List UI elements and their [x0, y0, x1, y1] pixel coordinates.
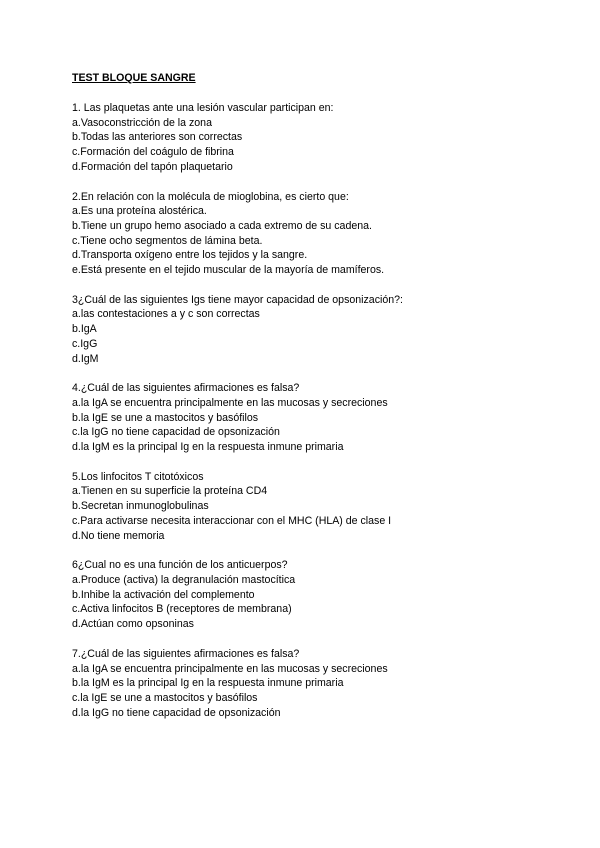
question-5 [72, 470, 552, 544]
question-stem: 6¿Cual no es una función de los anticuerpos? [72, 559, 288, 572]
answer-option: a.Es una proteína alostérica. [72, 205, 207, 218]
question-stem: 2.En relación con la molécula de mioglobina, es cierto que: [72, 190, 349, 203]
question-stem: 7.¿Cuál de las siguientes afirmaciones es falsa? [72, 647, 300, 660]
answer-option: c.la IgG no tiene capacidad de opsonización [72, 426, 280, 439]
answer-option: c.Formación del coágulo de fibrina [72, 146, 234, 159]
question-stem: 5.Los linfocitos T citotóxicos [72, 470, 204, 483]
answer-option: b.Inhibe la activación del complemento [72, 588, 255, 601]
question-list [72, 101, 552, 720]
answer-option: d.Actúan como opsoninas [72, 618, 194, 631]
answer-option: d.IgM [72, 352, 99, 365]
answer-option: b.la IgE se une a mastocitos y basófilos [72, 411, 259, 424]
answer-option: b.IgA [72, 323, 97, 336]
answer-option: d.No tiene memoria [72, 529, 165, 542]
answer-option: b.la IgM es la principal Ig en la respuesta inmune primaria [72, 677, 344, 690]
answer-option: d.Transporta oxígeno entre los tejidos y la sangre. [72, 249, 308, 262]
answer-option: a.la IgA se encuentra principalmente en las mucosas y secreciones [72, 396, 388, 409]
answer-option: a.Produce (activa) la degranulación mastocítica [72, 573, 296, 586]
answer-option: d.Formación del tapón plaquetario [72, 160, 233, 173]
question-stem: 1. Las plaquetas ante una lesión vascular participan en: [72, 102, 334, 114]
answer-option: b.Secretan inmunoglobulinas [72, 500, 209, 513]
question-7 [72, 647, 552, 721]
answer-option: b.Todas las anteriores son correctas [72, 131, 243, 144]
answer-option: b.Tiene un grupo hemo asociado a cada extremo de su cadena. [72, 219, 372, 232]
question-3 [72, 293, 552, 367]
answer-option: c.Para activarse necesita interaccionar con el MHC (HLA) de clase I [72, 514, 392, 527]
question-6 [72, 558, 552, 632]
answer-option: d.la IgM es la principal Ig en la respuesta inmune primaria [72, 441, 344, 454]
question-stem: 4.¿Cuál de las siguientes afirmaciones es falsa? [72, 382, 300, 395]
question-1 [72, 101, 552, 175]
answer-option: e.Está presente en el tejido muscular de la mayoría de mamíferos. [72, 264, 385, 277]
document-title: TEST BLOQUE SANGRE [72, 72, 196, 84]
question-4 [72, 381, 552, 455]
answer-option: a.las contestaciones a y c son correctas [72, 308, 260, 321]
answer-option: a.la IgA se encuentra principalmente en las mucosas y secreciones [72, 662, 388, 675]
answer-option: c.Activa linfocitos B (receptores de membrana) [72, 603, 292, 616]
answer-option: c.Tiene ocho segmentos de lámina beta. [72, 234, 263, 247]
answer-option: a.Vasoconstricción de la zona [72, 116, 212, 129]
answer-option: a.Tienen en su superficie la proteína CD4 [72, 485, 268, 498]
answer-option: d.la IgG no tiene capacidad de opsonización [72, 706, 281, 719]
question-stem: 3¿Cuál de las siguientes Igs tiene mayor capacidad de opsonización?: [72, 293, 403, 306]
answer-option: c.IgG [72, 337, 98, 350]
document-page [72, 71, 552, 735]
answer-option: c.la IgE se une a mastocitos y basófilos [72, 691, 258, 704]
question-2 [72, 190, 552, 278]
